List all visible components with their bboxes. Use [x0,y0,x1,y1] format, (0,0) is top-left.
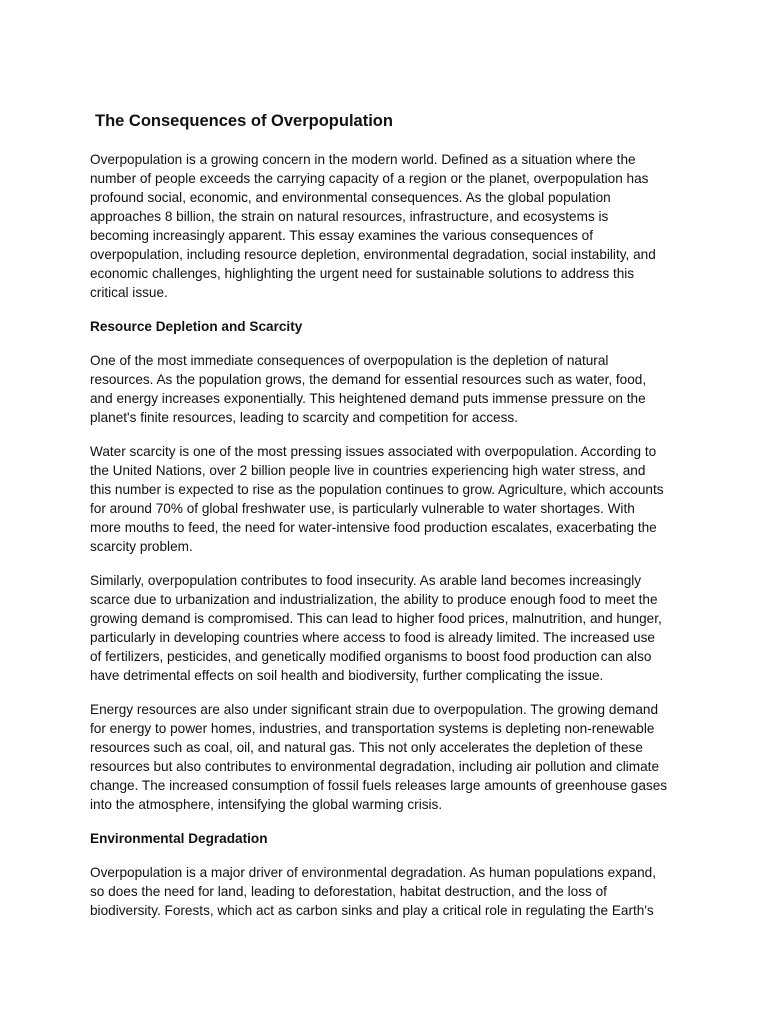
text-line: particularly in developing countries where access to food is already limited. The increased use [90,630,655,645]
text-line: have detrimental effects on soil health and biodiversity, further complicating the issue. [90,668,604,683]
text-line: so does the need for land, leading to deforestation, habitat destruction, and the loss of [90,884,607,899]
text-line: Similarly, overpopulation contributes to food insecurity. As arable land becomes increasingly [90,573,642,588]
text-line: resources. As the population grows, the demand for essential resources such as water, food, [90,372,647,387]
text-line: overpopulation, including resource depletion, environmental degradation, social instability, and [90,247,656,262]
text-line: One of the most immediate consequences of overpopulation is the depletion of natural [90,353,609,368]
text-line: profound social, economic, and environmental consequences. As the global population [90,190,611,205]
text-line: biodiversity. Forests, which act as carbon sinks and play a critical role in regulating the Earth's [90,903,654,918]
text-line: becoming increasingly apparent. This essay examines the various consequences of [90,228,594,243]
text-line: resources such as coal, oil, and natural gas. This not only accelerates the depletion of these [90,740,643,755]
text-line: of fertilizers, pesticides, and genetically modified organisms to boost food production can also [90,649,652,664]
text-line: number of people exceeds the carrying capacity of a region or the planet, overpopulation has [90,171,649,186]
text-line: scarce due to urbanization and industrialization, the ability to produce enough food to meet the [90,592,658,607]
text-line: growing demand is compromised. This can lead to higher food prices, malnutrition, and hunger, [90,611,662,626]
section-heading-environmental-degradation: Environmental Degradation [90,831,268,846]
text-line: scarcity problem. [90,539,193,554]
text-line: planet's finite resources, leading to scarcity and competition for access. [90,410,518,425]
text-line: economic challenges, highlighting the urgent need for sustainable solutions to address this [90,266,635,281]
text-line: and energy increases exponentially. This heightened demand puts immense pressure on the [90,391,646,406]
text-line: change. The increased consumption of fossil fuels releases large amounts of greenhouse gases [90,778,668,793]
text-line: for around 70% of global freshwater use, is particularly vulnerable to water shortages. With [90,501,635,516]
paragraph-resource-intro [90,351,680,427]
text-line: critical issue. [90,285,168,300]
document-page [90,110,680,935]
text-line: resources but also contributes to environmental degradation, including air pollution and climate [90,759,660,774]
paragraph-food-insecurity [90,571,680,685]
document-title: The Consequences of Overpopulation [95,112,393,130]
text-line: this number is expected to rise as the population continues to grow. Agriculture, which accounts [90,482,664,497]
text-line: the United Nations, over 2 billion people live in countries experiencing high water stress, and [90,463,646,478]
text-line: Water scarcity is one of the most pressing issues associated with overpopulation. According to [90,444,657,459]
text-line: more mouths to feed, the need for water-intensive food production escalates, exacerbating the [90,520,657,535]
text-line: Overpopulation is a growing concern in the modern world. Defined as a situation where the [90,152,636,167]
paragraph-water-scarcity [90,442,680,556]
paragraph-environmental-intro [90,863,680,920]
text-line: approaches 8 billion, the strain on natural resources, infrastructure, and ecosystems is [90,209,609,224]
intro-paragraph [90,150,680,302]
text-line: into the atmosphere, intensifying the global warming crisis. [90,797,443,812]
paragraph-energy-resources [90,700,680,814]
text-line: Overpopulation is a major driver of environmental degradation. As human populations expand, [90,865,656,880]
text-line: for energy to power homes, industries, and transportation systems is depleting non-renewable [90,721,655,736]
section-heading-resource-depletion: Resource Depletion and Scarcity [90,319,303,334]
text-line: Energy resources are also under significant strain due to overpopulation. The growing demand [90,702,659,717]
